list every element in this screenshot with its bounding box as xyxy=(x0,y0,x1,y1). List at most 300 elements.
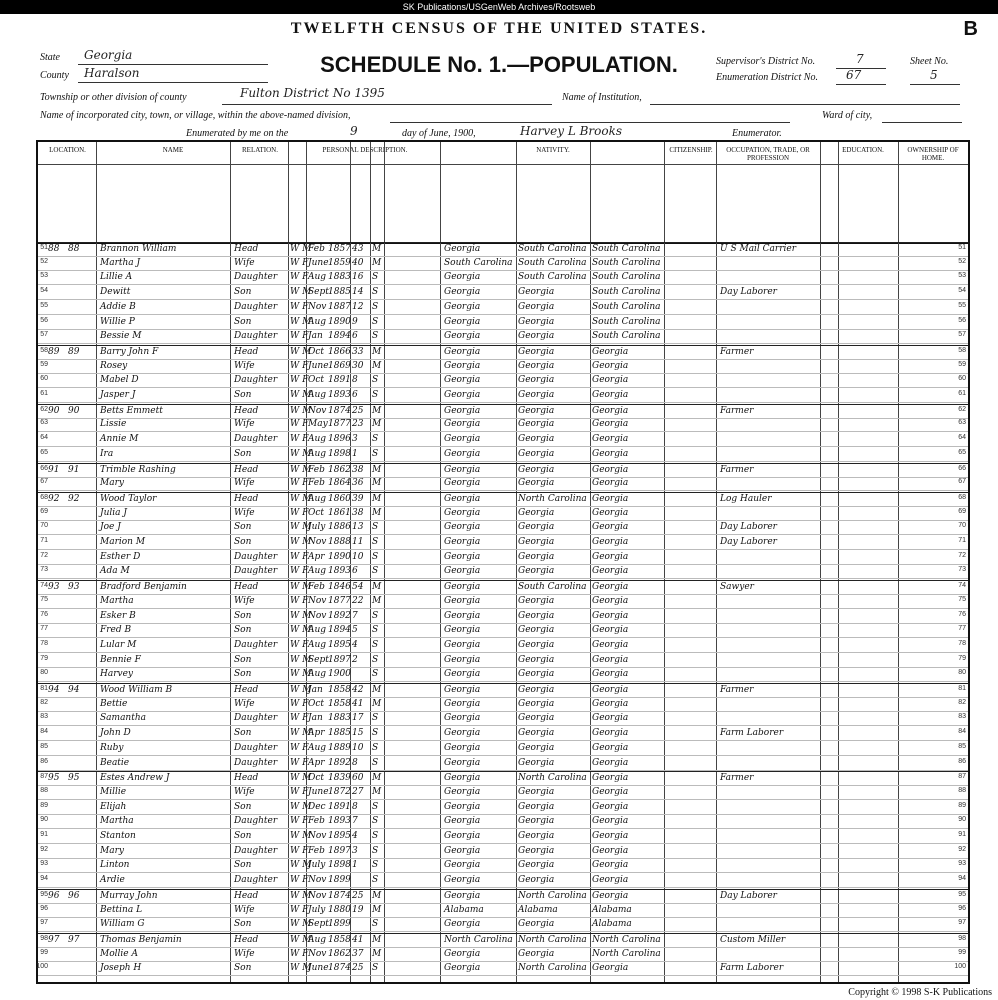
line-number-right: 71 xyxy=(958,537,966,544)
cell-name: Bettie xyxy=(100,698,128,709)
table-row xyxy=(38,536,968,550)
cell-sex: W M xyxy=(290,860,312,871)
cell-ms: S xyxy=(372,566,379,577)
cell-yr: 1896 xyxy=(328,434,351,445)
cell-name: Betts Emmett xyxy=(100,405,163,416)
cell-p: Georgia xyxy=(444,316,481,327)
line-number-right: 73 xyxy=(958,566,966,574)
line-number-right: 72 xyxy=(958,551,966,559)
cell-ms: S xyxy=(372,287,379,298)
cell-mo: Nov xyxy=(308,301,327,312)
cell-yr: 1877 xyxy=(328,595,351,606)
cell-rel: Daughter xyxy=(234,757,278,768)
table-row xyxy=(38,668,968,682)
cell-sex: W M xyxy=(290,890,312,901)
cell-yr: 1862 xyxy=(328,464,351,475)
cell-occ: Farmer xyxy=(720,685,754,695)
cell-ms: M xyxy=(372,360,382,371)
county-value: Haralson xyxy=(84,66,140,80)
cell-m: Georgia xyxy=(592,845,629,856)
cell-mo: Nov xyxy=(308,537,327,547)
cell-name: Joseph H xyxy=(100,963,142,974)
line-number: 77 xyxy=(40,625,48,633)
table-row xyxy=(38,316,968,330)
cell-m: South Carolina xyxy=(592,272,661,283)
cell-mo: Nov xyxy=(308,595,327,606)
cell-dw: 90 xyxy=(48,405,60,416)
table-row xyxy=(38,801,968,815)
cell-p: Georgia xyxy=(444,375,481,386)
cell-mo: June xyxy=(308,786,329,797)
cell-age: 43 xyxy=(352,244,364,254)
cell-ms: S xyxy=(372,390,379,400)
cell-f: Georgia xyxy=(518,610,555,621)
cell-name: Bradford Benjamin xyxy=(100,582,187,593)
cell-rel: Head xyxy=(234,582,259,593)
line-number-right: 58 xyxy=(958,346,966,354)
line-number-right: 99 xyxy=(958,948,966,956)
cell-p: Georgia xyxy=(444,786,481,797)
cell-name: Brannon William xyxy=(100,244,177,254)
cell-ms: S xyxy=(372,845,379,856)
table-row xyxy=(38,639,968,653)
cell-m: Georgia xyxy=(592,448,629,459)
cell-f: North Carolina xyxy=(518,890,587,901)
cell-age: 60 xyxy=(352,773,364,784)
table-row xyxy=(38,698,968,712)
cell-age: 8 xyxy=(352,801,358,812)
cell-yr: 1869 xyxy=(328,360,351,371)
cell-yr: 1893 xyxy=(328,816,351,827)
line-number: 95 xyxy=(40,890,48,898)
cell-rel: Head xyxy=(234,405,259,416)
table-row xyxy=(38,815,968,829)
cell-yr: 1839 xyxy=(328,773,351,784)
table-row xyxy=(38,712,968,726)
cell-m: Georgia xyxy=(592,507,629,518)
line-number: 70 xyxy=(40,522,48,530)
table-row xyxy=(38,889,968,904)
cell-rel: Head xyxy=(234,346,259,357)
cell-p: Georgia xyxy=(444,875,481,886)
cell-ms: M xyxy=(372,595,382,606)
line-number-right: 56 xyxy=(958,316,966,324)
cell-p: Georgia xyxy=(444,845,481,856)
cell-ms: M xyxy=(372,493,382,504)
cell-mo: Sept xyxy=(308,919,329,930)
cell-f: South Carolina xyxy=(518,257,587,268)
cell-f: Georgia xyxy=(518,566,555,577)
cell-ms: S xyxy=(372,742,379,753)
cell-sex: W F xyxy=(290,375,309,386)
cell-yr: 1874 xyxy=(328,405,351,416)
cell-sex: W F xyxy=(290,566,309,577)
cell-f: Georgia xyxy=(518,831,555,841)
cell-age: 23 xyxy=(352,419,364,430)
table-row xyxy=(38,360,968,374)
cell-f: Georgia xyxy=(518,654,555,665)
cell-fm: 97 xyxy=(68,934,80,945)
cell-age: 41 xyxy=(352,934,364,945)
table-row xyxy=(38,727,968,741)
cell-f: Georgia xyxy=(518,375,555,386)
cell-ms: S xyxy=(372,816,379,827)
table-row xyxy=(38,948,968,962)
cell-sex: W F xyxy=(290,331,309,342)
cell-f: Georgia xyxy=(518,287,555,298)
cell-age: 6 xyxy=(352,331,358,342)
table-row xyxy=(38,477,968,491)
cell-fm: 91 xyxy=(68,464,80,475)
cell-age: 4 xyxy=(352,639,358,650)
cell-yr: 1846 xyxy=(328,582,351,593)
table-row xyxy=(38,345,968,360)
cell-dw: 96 xyxy=(48,890,60,901)
table-row xyxy=(38,830,968,844)
cell-age: 15 xyxy=(352,728,364,739)
cell-age: 9 xyxy=(352,316,358,327)
cell-ms: S xyxy=(372,448,379,459)
cell-m: South Carolina xyxy=(592,331,661,342)
cell-rel: Daughter xyxy=(234,272,278,283)
table-row xyxy=(38,271,968,285)
line-number: 61 xyxy=(40,390,48,397)
table-row xyxy=(38,904,968,918)
copyright: Copyright © 1998 S-K Publications xyxy=(848,987,992,998)
cell-name: Dewitt xyxy=(100,287,131,298)
cell-occ: Day Laborer xyxy=(720,522,777,533)
cell-yr: 1886 xyxy=(328,522,351,533)
cell-name: Lissie xyxy=(100,419,127,430)
cell-p: Georgia xyxy=(444,244,481,254)
cell-mo: Nov xyxy=(308,875,327,886)
line-number: 51 xyxy=(40,244,48,251)
cell-sex: W M xyxy=(290,316,312,327)
archive-banner: SK Publications/USGenWeb Archives/Rootsweb xyxy=(0,0,998,14)
cell-f: Georgia xyxy=(518,742,555,753)
cell-rel: Head xyxy=(234,773,259,784)
table-row xyxy=(38,742,968,756)
cell-f: Georgia xyxy=(518,478,555,489)
cell-m: South Carolina xyxy=(592,257,661,268)
cell-ms: M xyxy=(372,698,382,709)
cell-yr: 1866 xyxy=(328,346,351,357)
table-row xyxy=(38,874,968,888)
cell-sex: W F xyxy=(290,698,309,709)
cell-mo: Oct xyxy=(308,375,325,386)
cell-sex: W M xyxy=(290,610,312,621)
cell-p: Georgia xyxy=(444,860,481,871)
census-title: TWELFTH CENSUS OF THE UNITED STATES. xyxy=(290,20,708,37)
table-row xyxy=(38,286,968,300)
cell-f: Georgia xyxy=(518,801,555,812)
cell-m: Georgia xyxy=(592,582,629,593)
cell-p: Georgia xyxy=(444,757,481,768)
cell-yr: 1895 xyxy=(328,639,351,650)
cell-ms: S xyxy=(372,713,379,724)
line-number-right: 75 xyxy=(958,595,966,603)
cell-name: Martha xyxy=(100,595,134,606)
cell-rel: Son xyxy=(234,728,252,739)
cell-fm: 92 xyxy=(68,493,80,504)
cell-f: Georgia xyxy=(518,360,555,371)
cell-m: Georgia xyxy=(592,698,629,709)
cell-mo: Jan xyxy=(308,713,323,724)
cell-rel: Wife xyxy=(234,904,255,915)
cell-name: Mary xyxy=(100,478,124,489)
cell-name: Estes Andrew J xyxy=(100,773,170,784)
cell-ms: M xyxy=(372,904,382,915)
cell-yr: 1894 xyxy=(328,625,351,636)
line-number-right: 88 xyxy=(958,786,966,794)
cell-p: Georgia xyxy=(444,419,481,430)
cell-m: Georgia xyxy=(592,419,629,430)
line-number-right: 98 xyxy=(958,934,966,942)
education-header: EDUCATION. xyxy=(842,146,884,154)
cell-p: Georgia xyxy=(444,478,481,489)
cell-sex: W M xyxy=(290,934,312,945)
line-number-right: 77 xyxy=(958,625,966,633)
cell-mo: Jan xyxy=(308,331,323,342)
line-number: 90 xyxy=(40,816,48,824)
cell-m: Georgia xyxy=(592,478,629,489)
cell-yr: 1893 xyxy=(328,566,351,577)
cell-sex: W M xyxy=(290,493,312,504)
cell-name: Mollie A xyxy=(100,948,138,959)
cell-p: Georgia xyxy=(444,346,481,357)
cell-mo: June xyxy=(308,360,329,371)
cell-mo: Nov xyxy=(308,831,327,841)
cell-f: North Carolina xyxy=(518,493,587,504)
line-number-right: 62 xyxy=(958,405,966,413)
cell-name: Julia J xyxy=(100,507,127,518)
line-number-right: 80 xyxy=(958,669,966,677)
cell-sex: W F xyxy=(290,904,309,915)
cell-ms: S xyxy=(372,919,379,930)
cell-dw: 91 xyxy=(48,464,60,475)
line-number: 98 xyxy=(40,934,48,942)
cell-ms: M xyxy=(372,405,382,416)
cell-p: Georgia xyxy=(444,301,481,312)
cell-rel: Son xyxy=(234,801,252,812)
line-number: 69 xyxy=(40,507,48,515)
cell-m: South Carolina xyxy=(592,316,661,327)
cell-sex: W F xyxy=(290,742,309,753)
cell-age: 11 xyxy=(352,537,364,547)
cell-m: Georgia xyxy=(592,757,629,768)
table-row xyxy=(38,551,968,565)
cell-mo: Oct xyxy=(308,773,325,784)
cell-p: Georgia xyxy=(444,537,481,547)
cell-ms: S xyxy=(372,831,379,841)
cell-age: 10 xyxy=(352,551,364,562)
cell-sex: W M xyxy=(290,464,312,475)
cell-ms: S xyxy=(372,331,379,342)
table-row xyxy=(38,654,968,668)
cell-ms: M xyxy=(372,244,382,254)
cell-mo: Nov xyxy=(308,890,327,901)
cell-m: Georgia xyxy=(592,346,629,357)
cell-age: 36 xyxy=(352,478,364,489)
cell-yr: 1898 xyxy=(328,448,351,459)
cell-rel: Daughter xyxy=(234,713,278,724)
ownership-header: OWNERSHIP OF HOME. xyxy=(907,146,959,162)
cell-f: Georgia xyxy=(518,522,555,533)
cell-dw: 95 xyxy=(48,773,60,784)
cell-rel: Wife xyxy=(234,360,255,371)
line-number: 66 xyxy=(40,464,48,472)
cell-f: Georgia xyxy=(518,507,555,518)
line-number-right: 87 xyxy=(958,773,966,781)
line-number-right: 76 xyxy=(958,610,966,618)
cell-ms: S xyxy=(372,301,379,312)
cell-rel: Son xyxy=(234,390,252,400)
cell-sex: W F xyxy=(290,948,309,959)
cell-ms: M xyxy=(372,773,382,784)
cell-mo: Jan xyxy=(308,685,323,695)
cell-p: Georgia xyxy=(444,493,481,504)
cell-rel: Son xyxy=(234,669,252,680)
cell-yr: 1872 xyxy=(328,786,351,797)
cell-rel: Wife xyxy=(234,698,255,709)
table-row xyxy=(38,389,968,403)
enumeration-value: 67 xyxy=(846,68,862,82)
cell-name: Ardie xyxy=(100,875,125,886)
cell-ms: M xyxy=(372,582,382,593)
line-number-right: 70 xyxy=(958,522,966,530)
cell-rel: Wife xyxy=(234,478,255,489)
institution-label: Name of Institution, xyxy=(562,92,642,103)
table-row xyxy=(38,448,968,462)
cell-rel: Head xyxy=(234,685,259,695)
cell-f: North Carolina xyxy=(518,773,587,784)
cell-occ: Farm Laborer xyxy=(720,728,784,739)
cell-sex: W M xyxy=(290,582,312,593)
cell-mo: Apr xyxy=(308,757,325,768)
cell-sex: W F xyxy=(290,478,309,489)
cell-ms: S xyxy=(372,654,379,665)
cell-name: Millie xyxy=(100,786,127,797)
table-row xyxy=(38,374,968,388)
cell-age: 7 xyxy=(352,816,358,827)
cell-m: Georgia xyxy=(592,610,629,621)
line-number: 59 xyxy=(40,360,48,368)
cell-yr: 1888 xyxy=(328,537,351,547)
cell-ms: S xyxy=(372,610,379,621)
cell-ms: M xyxy=(372,507,382,518)
line-number: 55 xyxy=(40,301,48,309)
table-row xyxy=(38,580,968,595)
cell-occ: Farmer xyxy=(720,773,754,784)
city-label: Name of incorporated city, town, or village, within the above-named division, xyxy=(40,110,351,121)
cell-yr: 1887 xyxy=(328,301,351,312)
line-number-right: 86 xyxy=(958,757,966,765)
cell-rel: Wife xyxy=(234,595,255,606)
cell-name: John D xyxy=(100,728,131,739)
cell-m: Georgia xyxy=(592,963,629,974)
cell-yr: 1894 xyxy=(328,331,351,342)
cell-m: Georgia xyxy=(592,669,629,680)
cell-p: Georgia xyxy=(444,566,481,577)
cell-p: Georgia xyxy=(444,948,481,959)
cell-sex: W M xyxy=(290,685,312,695)
cell-mo: Apr xyxy=(308,551,325,562)
cell-rel: Son xyxy=(234,316,252,327)
sheet-value: 5 xyxy=(930,68,938,82)
table-row xyxy=(38,771,968,786)
line-number: 52 xyxy=(40,257,48,265)
cell-yr: 1864 xyxy=(328,478,351,489)
line-number-right: 61 xyxy=(958,390,966,397)
cell-ms: S xyxy=(372,875,379,886)
cell-mo: Aug xyxy=(308,448,327,459)
cell-sex: W F xyxy=(290,272,309,283)
cell-age: 8 xyxy=(352,375,358,386)
day-label: day of June, 1900, xyxy=(402,128,476,139)
cell-mo: Aug xyxy=(308,669,327,680)
cell-p: Georgia xyxy=(444,919,481,930)
cell-age: 10 xyxy=(352,742,364,753)
cell-rel: Son xyxy=(234,537,252,547)
table-row xyxy=(38,757,968,771)
cell-ms: M xyxy=(372,948,382,959)
cell-age: 4 xyxy=(352,831,358,841)
cell-p: Georgia xyxy=(444,464,481,475)
cell-name: Addie B xyxy=(100,301,136,312)
cell-mo: Oct xyxy=(308,346,325,357)
line-number-right: 74 xyxy=(958,582,966,590)
cell-name: Thomas Benjamin xyxy=(100,934,182,945)
cell-p: Georgia xyxy=(444,272,481,283)
line-number-right: 95 xyxy=(958,890,966,898)
cell-p: Georgia xyxy=(444,551,481,562)
cell-mo: June xyxy=(308,257,329,268)
cell-f: North Carolina xyxy=(518,963,587,974)
enumerated-label: Enumerated by me on the xyxy=(186,128,289,139)
line-number: 74 xyxy=(40,582,48,590)
cell-fm: 96 xyxy=(68,890,80,901)
cell-ms: M xyxy=(372,464,382,475)
cell-yr: 1897 xyxy=(328,845,351,856)
cell-name: Wood William B xyxy=(100,685,173,695)
cell-age: 12 xyxy=(352,301,364,312)
cell-p: Georgia xyxy=(444,816,481,827)
cell-ms: S xyxy=(372,669,379,680)
cell-rel: Son xyxy=(234,919,252,930)
cell-age: 5 xyxy=(352,625,358,636)
cell-yr: 1883 xyxy=(328,272,351,283)
cell-sex: W M xyxy=(290,801,312,812)
cell-f: Georgia xyxy=(518,816,555,827)
cell-yr: 1859 xyxy=(328,257,351,268)
cell-mo: Feb xyxy=(308,478,325,489)
cell-yr: 1899 xyxy=(328,919,351,930)
nativity-header: NATIVITY. xyxy=(536,146,570,154)
line-number: 57 xyxy=(40,331,48,339)
cell-sex: W M xyxy=(290,728,312,739)
cell-ms: S xyxy=(372,522,379,533)
cell-dw: 97 xyxy=(48,934,60,945)
cell-p: Georgia xyxy=(444,639,481,650)
cell-sex: W M xyxy=(290,537,312,547)
cell-p: Georgia xyxy=(444,742,481,753)
cell-p: Georgia xyxy=(444,582,481,593)
table-row xyxy=(38,521,968,535)
cell-p: Georgia xyxy=(444,831,481,841)
cell-name: Ada M xyxy=(100,566,130,577)
cell-m: Georgia xyxy=(592,831,629,841)
cell-name: Barry John F xyxy=(100,346,159,357)
